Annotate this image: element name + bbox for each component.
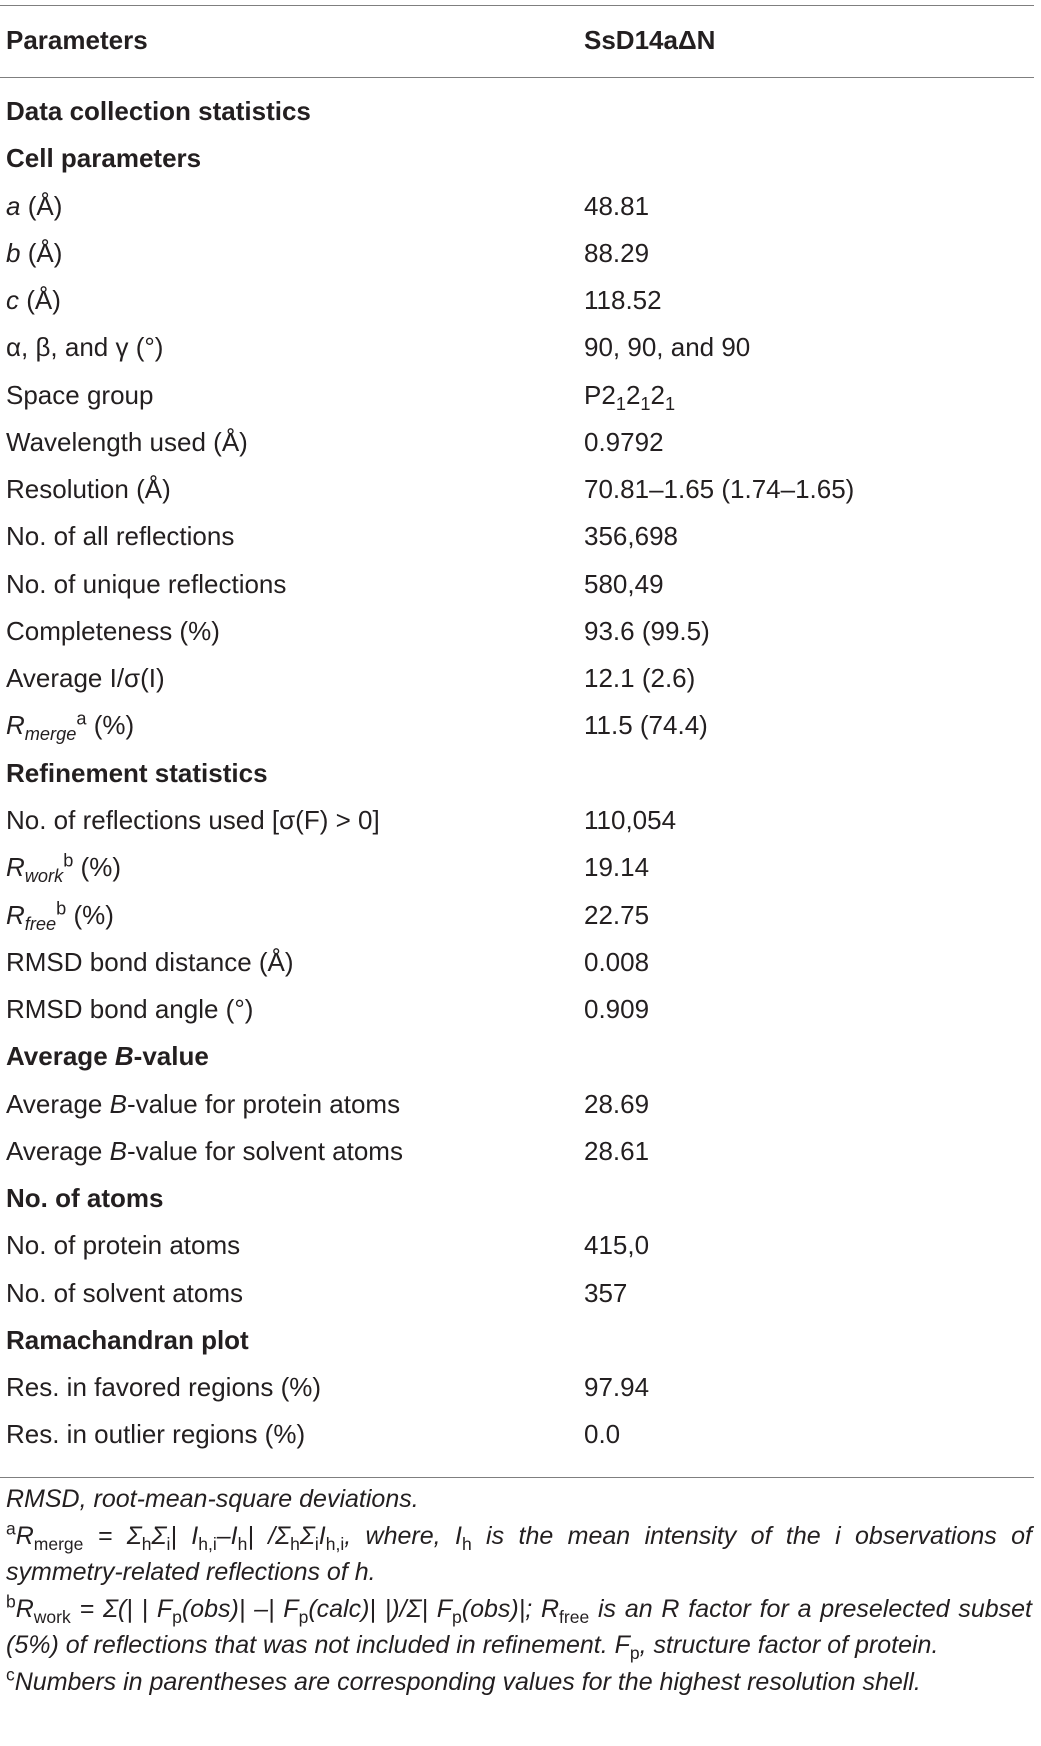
- table-row: [0, 892, 1034, 939]
- table-row: [0, 1411, 1034, 1458]
- parameter-value: 12.1 (2.6): [584, 663, 696, 694]
- parameter-label: Res. in favored regions (%): [6, 1372, 322, 1403]
- section-label: Data collection statistics: [6, 96, 311, 126]
- table-row: [0, 183, 1034, 230]
- parameter-label: RMSD bond angle (°): [6, 994, 254, 1025]
- footnote-rmsd: RMSD, root-mean-square deviations.: [6, 1485, 419, 1513]
- parameter-label: No. of reflections used [σ(F) > 0]: [6, 804, 380, 835]
- parameter-value: 0.0: [584, 1419, 621, 1450]
- parameter-value: 0.9792: [584, 426, 664, 457]
- parameter-value: 0.008: [584, 946, 650, 977]
- parameter-symbol: b: [6, 237, 21, 268]
- section-row: [0, 750, 1034, 797]
- parameter-symbol: a: [6, 190, 21, 221]
- section-row: [0, 1175, 1034, 1222]
- table-row: [0, 844, 1034, 891]
- parameter-label: RMSD bond distance (Å): [6, 946, 294, 977]
- table-row: [0, 1128, 1034, 1175]
- section-label: Refinement statistics: [6, 757, 268, 788]
- section-label: Average B-value: [6, 1041, 209, 1072]
- parameter-value: 28.69: [584, 1088, 650, 1119]
- table-row: [0, 466, 1034, 513]
- table-row: [0, 324, 1034, 371]
- sample-header: SsD14aΔN: [584, 25, 716, 55]
- parameter-label: Completeness (%): [6, 615, 220, 646]
- table-row: [0, 608, 1034, 655]
- table-row: [0, 419, 1034, 466]
- parameter-label: [6, 230, 62, 277]
- footnotes: [6, 1481, 1032, 1701]
- parameter-unit: (Å): [20, 190, 63, 221]
- parameter-label: No. of solvent atoms: [6, 1277, 243, 1308]
- parameter-label: Wavelength used (Å): [6, 426, 248, 457]
- table-row: [0, 1081, 1034, 1128]
- header-rule: [0, 77, 1034, 78]
- parameter-value: 93.6 (99.5): [584, 615, 710, 646]
- parameter-value: 118.52: [584, 285, 662, 316]
- parameter-value: 357: [584, 1277, 628, 1308]
- parameter-value: 97.94: [584, 1372, 650, 1403]
- top-rule: [0, 5, 1034, 6]
- table-body: [0, 88, 1034, 1459]
- parameter-value: 48.81: [584, 190, 650, 221]
- parameters-header: Parameters: [6, 25, 148, 55]
- parameter-value: 356,698: [584, 521, 678, 552]
- table-row: [0, 1222, 1034, 1269]
- parameter-value: 110,054: [584, 804, 677, 835]
- parameter-unit: (Å): [19, 285, 61, 316]
- footnote-a: $^aR_{merge} = \Sigma_h\Sigma_i|$ $I_{h,i}-I_h|$ $/\Sigma_h\Sigma_iI_{h,i}$, where, $I_h$ is the mean intensity of the i observations of symmetry-related reflections of h.: [6, 1518, 1032, 1587]
- bottom-rule: [0, 1477, 1034, 1478]
- parameter-label: No. of protein atoms: [6, 1230, 241, 1261]
- section-row: [0, 135, 1034, 182]
- section-label: Cell parameters: [6, 143, 202, 174]
- parameter-value: 580,49: [584, 568, 664, 599]
- parameter-label: Resolution (Å): [6, 474, 171, 505]
- parameter-label: $R_{free}^b$ (%): [6, 897, 114, 934]
- parameter-label: $R_{merge}^a$ (%): [6, 708, 135, 745]
- parameter-value: 90, 90, and 90: [584, 332, 751, 363]
- parameter-unit: (Å): [20, 237, 63, 268]
- parameter-value: 88.29: [584, 237, 650, 268]
- parameter-label: Res. in outlier regions (%): [6, 1419, 306, 1450]
- parameter-value: 22.75: [584, 899, 650, 930]
- parameter-symbol: c: [6, 285, 19, 316]
- table-row: [0, 561, 1034, 608]
- parameter-label: No. of unique reflections: [6, 568, 287, 599]
- table-row: [0, 1270, 1034, 1317]
- section-label: No. of atoms: [6, 1183, 164, 1214]
- table-row: [0, 230, 1034, 277]
- parameter-value: 19.14: [584, 852, 650, 883]
- parameter-label: Average I/σ(I): [6, 663, 165, 694]
- parameter-value: 11.5 (74.4): [584, 710, 708, 741]
- section-label: Ramachandran plot: [6, 1324, 249, 1355]
- parameter-label: α, β, and γ (°): [6, 332, 164, 363]
- parameter-label: Average B-value for solvent atoms: [6, 1135, 403, 1166]
- footnote-c: $^c$Numbers in parentheses are corresponding values for the highest resolution shell.: [6, 1664, 921, 1696]
- parameter-value: $P2_12_12_1$: [584, 379, 676, 414]
- parameter-label: $R_{work}^b$ (%): [6, 850, 121, 887]
- parameter-value: 70.81–1.65 (1.74–1.65): [584, 474, 855, 505]
- table-row: [0, 797, 1034, 844]
- table-row: [0, 372, 1034, 419]
- section-row: [0, 88, 1034, 135]
- section-row: [0, 1317, 1034, 1364]
- table-row: [0, 1364, 1034, 1411]
- section-row: [0, 1033, 1034, 1080]
- parameter-label: [6, 277, 61, 324]
- table-row: [0, 277, 1034, 324]
- table-row: [0, 986, 1034, 1033]
- parameter-value: 415,0: [584, 1230, 650, 1261]
- parameter-value: 0.909: [584, 994, 650, 1025]
- table-row: [0, 655, 1034, 702]
- parameter-label: No. of all reflections: [6, 521, 235, 552]
- table-row: [0, 939, 1034, 986]
- parameter-value: 28.61: [584, 1135, 650, 1166]
- footnote-b: $^bR_{work} = \Sigma(|$ | $F_p(obs)|$ –| $F_p(calc)|$ |)/Σ| $F_p(obs)|$; $R_{free}$ is an R factor for a preselected subset (5%) of reflections that was not included in refinement. $F_p$, structure factor of protein.: [6, 1591, 1032, 1664]
- parameter-label: [6, 183, 62, 230]
- table-row: [0, 513, 1034, 560]
- parameter-label: Average B-value for protein atoms: [6, 1088, 401, 1119]
- parameter-label: Space group: [6, 379, 154, 410]
- table-row: [0, 702, 1034, 749]
